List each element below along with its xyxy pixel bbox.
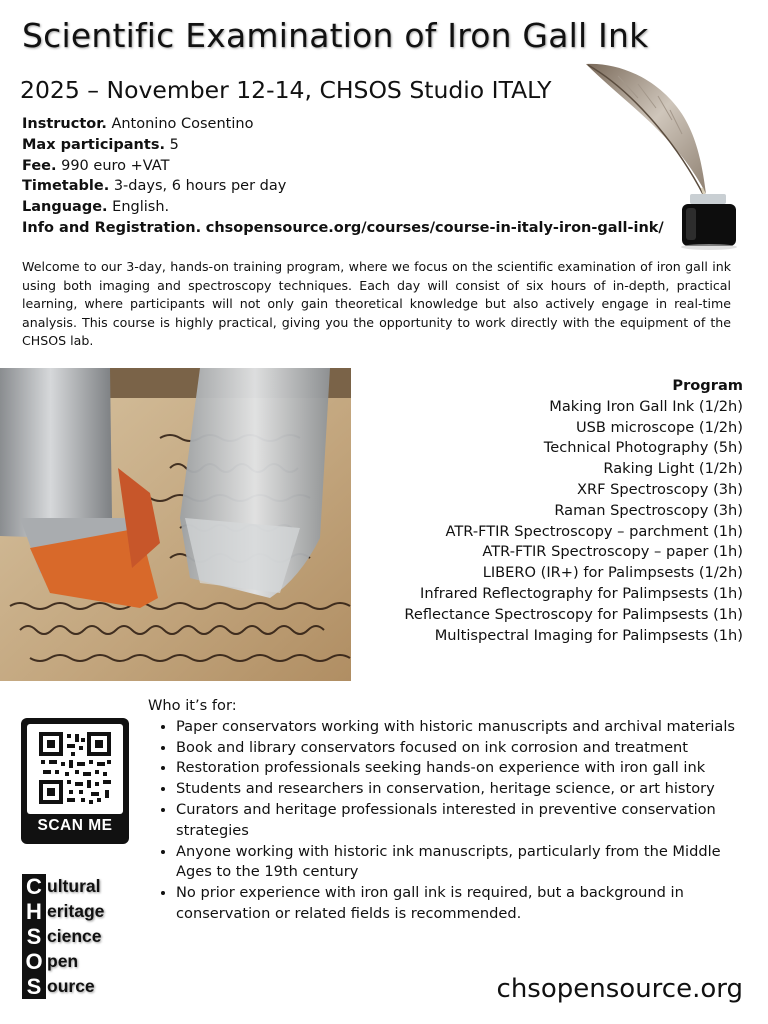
logo-row bbox=[22, 874, 142, 899]
detail-key: Info and Registration. bbox=[22, 219, 202, 236]
registration-link[interactable]: chsopensource.org/courses/course-in-italy-iron-gall-ink/ bbox=[205, 219, 664, 236]
audience-item: • Restoration professionals seeking hands-on experience with iron gall ink bbox=[176, 758, 748, 779]
program-item: Infrared Reflectography for Palimpsests (1h) bbox=[420, 584, 743, 602]
program-item: ATR-FTIR Spectroscopy – parchment (1h) bbox=[445, 522, 743, 540]
audience-heading: Who it’s for: bbox=[148, 697, 237, 714]
logo-initial: S bbox=[22, 924, 46, 949]
program-item: Raman Spectroscopy (3h) bbox=[554, 501, 743, 519]
audience-item: • Paper conservators working with historic manuscripts and archival materials bbox=[176, 717, 748, 738]
logo-initial: O bbox=[22, 949, 46, 974]
website-link[interactable]: chsopensource.org bbox=[496, 974, 743, 1004]
event-dates-location: 2025 – November 12-14, CHSOS Studio ITALY bbox=[20, 76, 552, 104]
logo-row bbox=[22, 949, 142, 974]
detail-value: Antonino Cosentino bbox=[111, 116, 254, 132]
program-item: LIBERO (IR+) for Palimpsests (1/2h) bbox=[482, 564, 743, 582]
logo-row bbox=[22, 974, 142, 999]
program-heading: Program bbox=[672, 377, 743, 394]
detail-value: English. bbox=[112, 199, 170, 216]
program-item: Making Iron Gall Ink (1/2h) bbox=[549, 397, 743, 415]
program-item: Multispectral Imaging for Palimpsests (1h) bbox=[434, 626, 743, 644]
logo-word: cience bbox=[47, 926, 102, 946]
program-item: Technical Photography (5h) bbox=[543, 439, 743, 457]
page-title: Scientific Examination of Iron Gall Ink bbox=[22, 16, 649, 55]
audience-item: • Curators and heritage professionals interested in preventive conservation strategies bbox=[176, 800, 748, 842]
logo-row bbox=[22, 924, 142, 949]
detail-key: Max participants. bbox=[22, 136, 165, 153]
audience-item: • Anyone working with historic ink manuscripts, particularly from the Middle Ages to the 19th century bbox=[176, 842, 748, 884]
logo-word: ource bbox=[47, 976, 95, 996]
manuscript-probe-photo bbox=[0, 368, 351, 681]
program-item: ATR-FTIR Spectroscopy – paper (1h) bbox=[482, 543, 743, 561]
qr-code-icon[interactable] bbox=[27, 724, 123, 814]
logo-row bbox=[22, 899, 142, 924]
detail-value: 3-days, 6 hours per day bbox=[113, 178, 287, 195]
audience-item: • Book and library conservators focused on ink corrosion and treatment bbox=[176, 738, 748, 759]
logo-word: ultural bbox=[47, 876, 101, 896]
program-item: USB microscope (1/2h) bbox=[575, 418, 743, 436]
detail-key: Fee. bbox=[22, 157, 57, 174]
logo-word: pen bbox=[47, 951, 79, 971]
detail-key: Timetable. bbox=[22, 178, 110, 195]
chsos-logo bbox=[22, 874, 142, 1002]
program-item: Raking Light (1/2h) bbox=[603, 460, 743, 478]
course-introduction: Welcome to our 3-day, hands-on training program, where we focus on the scientific examination of iron gall ink using both imaging and spectroscopy techniques. Each day will consist of six hours of in-depth, practical learning, where participants will not only gain theoretical knowledge but also actively engage in real-time analysis. This course is highly practical, giving you the opportunity to work directly with the equipment of the CHSOS lab. bbox=[22, 259, 731, 349]
logo-initial: C bbox=[22, 874, 46, 899]
audience-list bbox=[148, 717, 748, 925]
detail-key: Instructor. bbox=[22, 116, 107, 132]
program-list bbox=[323, 376, 743, 646]
qr-code-badge[interactable] bbox=[21, 718, 129, 844]
program-item: XRF Spectroscopy (3h) bbox=[576, 480, 743, 498]
detail-value: 990 euro +VAT bbox=[61, 157, 170, 174]
detail-key: Language. bbox=[22, 199, 108, 216]
audience-section bbox=[148, 696, 748, 925]
scan-me-label: SCAN ME bbox=[37, 817, 113, 834]
logo-initial: H bbox=[22, 899, 46, 924]
detail-value: 5 bbox=[169, 136, 179, 153]
program-item: Reflectance Spectroscopy for Palimpsests (1h) bbox=[404, 605, 743, 623]
audience-item: • No prior experience with iron gall ink is required, but a background in conservation or related fields is recommended. bbox=[176, 883, 748, 925]
audience-item: • Students and researchers in conservation, heritage science, or art history bbox=[176, 779, 748, 800]
logo-initial: S bbox=[22, 974, 46, 999]
logo-word: eritage bbox=[47, 901, 105, 921]
quill-inkwell-icon bbox=[578, 58, 748, 254]
